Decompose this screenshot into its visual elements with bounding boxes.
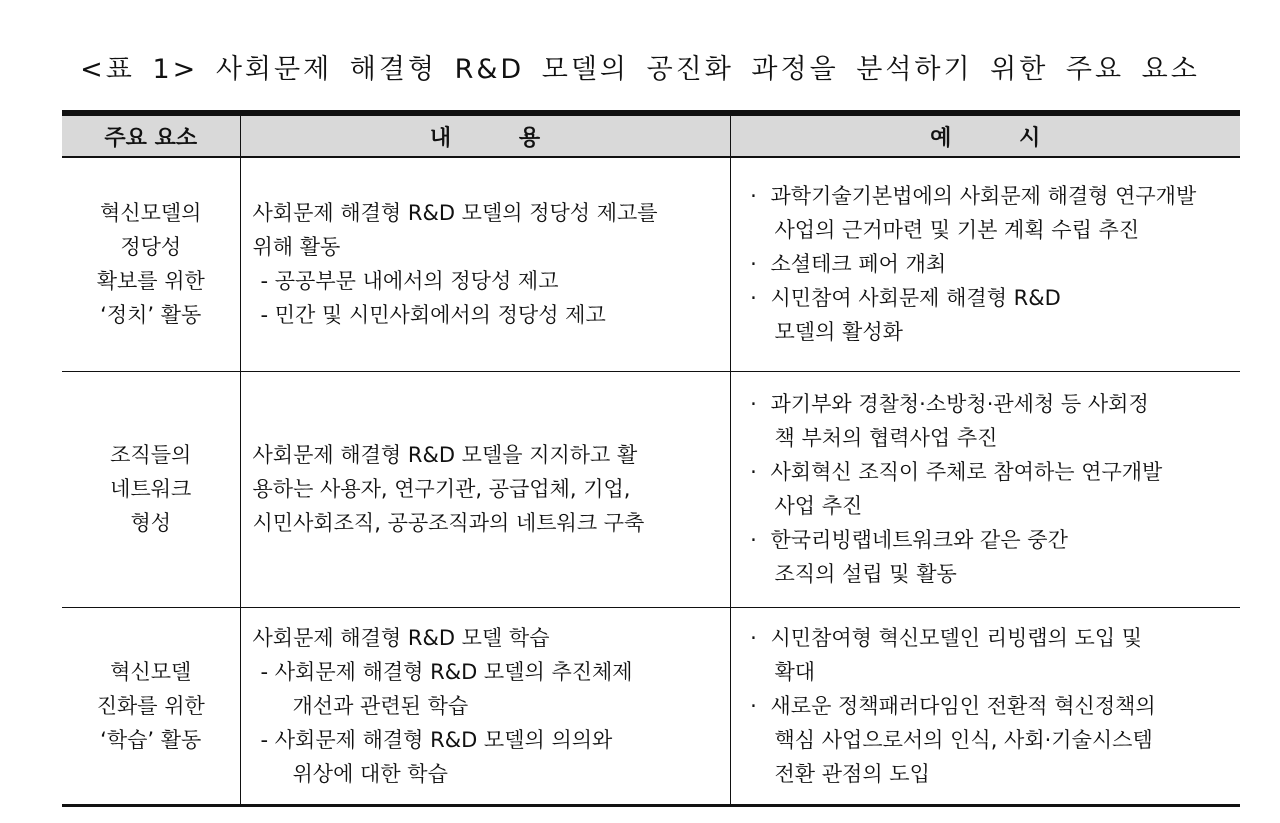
header-example: 예 시 [730,113,1240,157]
content-line: - 사회문제 해결형 R&D 모델의 추진체제 [260,659,633,684]
element-line: 혁신모델 [110,659,192,684]
content-cell [240,607,730,805]
element-cell [62,607,240,805]
element-line: ‘정치’ 활동 [100,303,202,328]
example-line: · 새로운 정책패러다임인 전환적 혁신정책의 [743,689,1229,723]
example-line: · 시민참여 사회문제 해결형 R&D [743,281,1229,315]
example-line: 확대 [774,659,816,684]
example-line: · 시민참여형 혁신모델인 리빙랩의 도입 및 [743,621,1229,655]
element-line: 확보를 위한 [96,269,205,294]
example-line: 전환 관점의 도입 [774,761,930,786]
content-line: - 민간 및 시민사회에서의 정당성 제고 [260,303,606,328]
example-line: 조직의 설립 및 활동 [774,562,957,586]
content-line: 사회문제 해결형 R&D 모델 학습 [252,625,550,650]
element-line: 형성 [130,511,172,535]
content-line: 용하는 사용자, 연구기관, 공급업체, 기업, [252,477,631,501]
element-line: ‘학습’ 활동 [100,727,202,752]
element-cell [62,157,240,371]
element-line: 네트워크 [110,477,192,501]
header-content: 내 용 [240,113,730,157]
element-cell [62,371,240,607]
content-cell [240,371,730,607]
example-cell [730,157,1240,371]
content-cell [240,157,730,371]
content-line: - 사회문제 해결형 R&D 모델의 의의와 [260,727,613,752]
content-line: 사회문제 해결형 R&D 모델을 지지하고 활 [252,443,638,467]
table-row [62,607,1240,805]
header-element: 주요 요소 [62,113,240,157]
example-line: · 사회혁신 조직이 주체로 참여하는 연구개발 [743,455,1229,489]
content-line: 위상에 대한 학습 [292,761,448,786]
table-row [62,157,1240,371]
content-line: - 공공부문 내에서의 정당성 제고 [260,269,559,294]
example-line: 핵심 사업으로서의 인식, 사회·기술시스템 [774,727,1153,752]
example-cell [730,607,1240,805]
example-cell [730,371,1240,607]
example-line: · 과기부와 경찰청·소방청·관세청 등 사회정 [743,387,1229,421]
element-line: 진화를 위한 [96,693,205,718]
example-line: · 한국리빙랩네트워크와 같은 중간 [743,523,1229,557]
content-line: 사회문제 해결형 R&D 모델의 정당성 제고를 [252,201,658,226]
table-caption: <표 1> 사회문제 해결형 R&D 모델의 공진화 과정을 분석하기 위한 주요 요소 [80,54,1200,85]
table-header-row [62,113,1240,157]
element-line: 혁신모델의 [100,201,202,226]
element-line: 조직들의 [110,443,192,467]
table-row [62,371,1240,607]
element-line: 정당성 [120,235,182,260]
example-line: 사업 추진 [774,494,863,518]
key-elements-table [62,110,1240,807]
content-line: 위해 활동 [252,235,341,260]
content-line: 시민사회조직, 공공조직과의 네트워크 구축 [252,511,645,535]
example-line: 책 부처의 협력사업 추진 [774,426,998,450]
example-line: · 과학기술기본법에의 사회문제 해결형 연구개발 [743,179,1229,213]
example-line: · 소셜테크 페어 개최 [743,247,1229,281]
content-line: 개선과 관련된 학습 [292,693,469,718]
example-line: 사업의 근거마련 및 기본 계획 수립 추진 [774,218,1140,243]
example-line: 모델의 활성화 [774,320,903,345]
